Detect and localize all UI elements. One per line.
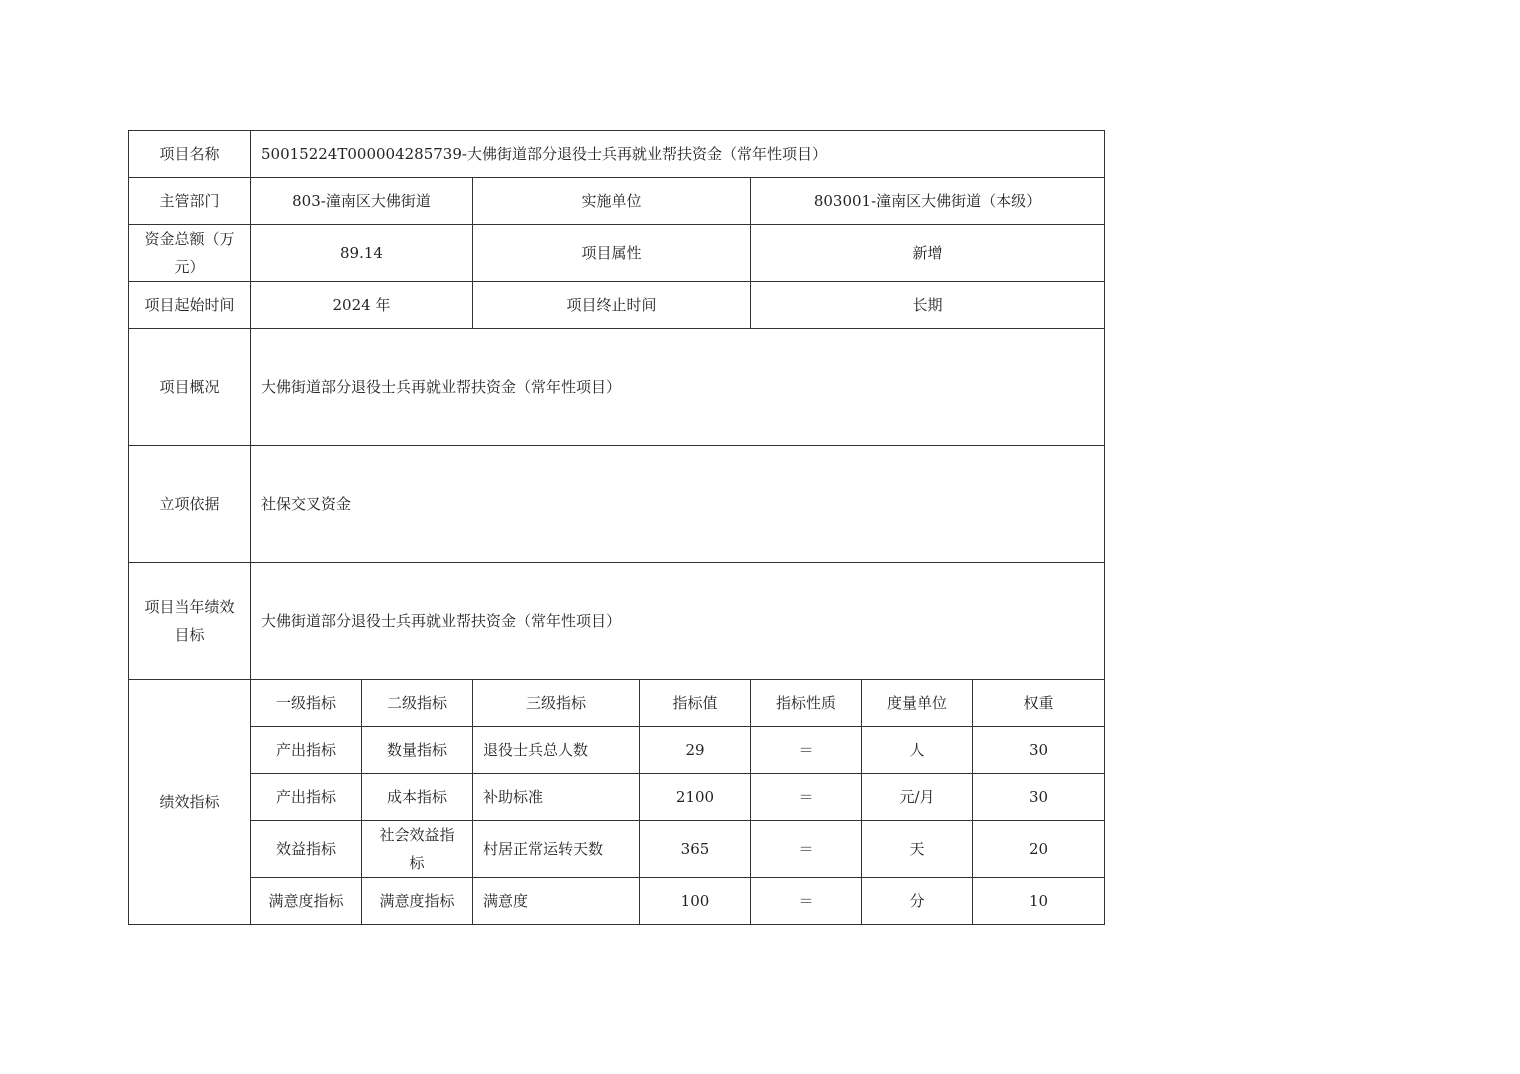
level3-cell: 补助标准 [473, 774, 640, 821]
level3-cell: 退役士兵总人数 [473, 727, 640, 774]
indicators-section-label: 绩效指标 [129, 680, 251, 925]
nature-cell: ＝ [751, 821, 862, 878]
attr-label: 项目属性 [473, 225, 751, 282]
value-cell: 2100 [640, 774, 751, 821]
level2-cell: 社会效益指标 [379, 826, 455, 872]
nature-cell: ＝ [751, 878, 862, 925]
nature-cell: ＝ [751, 774, 862, 821]
unit-cell: 元/月 [862, 774, 973, 821]
basis-value: 社保交叉资金 [251, 446, 1105, 563]
level1-cell: 产出指标 [251, 774, 362, 821]
header-level3: 三级指标 [473, 680, 640, 727]
weight-cell: 10 [973, 878, 1105, 925]
header-nature: 指标性质 [751, 680, 862, 727]
row-basis [129, 446, 1105, 563]
row-goal [129, 563, 1105, 680]
dept-label: 主管部门 [129, 178, 251, 225]
basis-label: 立项依据 [129, 446, 251, 563]
goal-value: 大佛街道部分退役士兵再就业帮扶资金（常年性项目） [251, 563, 1105, 680]
level2-cell: 满意度指标 [362, 878, 473, 925]
value-cell: 29 [640, 727, 751, 774]
unit-cell: 人 [862, 727, 973, 774]
dept-value: 803-潼南区大佛街道 [251, 178, 473, 225]
table-row [129, 878, 1105, 925]
level3-cell: 满意度 [473, 878, 640, 925]
goal-label: 项目当年绩效目标 [144, 598, 235, 644]
unit-cell: 天 [862, 821, 973, 878]
weight-cell: 30 [973, 727, 1105, 774]
fund-value: 89.14 [251, 225, 473, 282]
level1-cell: 效益指标 [251, 821, 362, 878]
level3-cell: 村居正常运转天数 [473, 821, 640, 878]
header-level1: 一级指标 [251, 680, 362, 727]
unit-value: 803001-潼南区大佛街道（本级） [751, 178, 1105, 225]
level2-cell: 成本指标 [362, 774, 473, 821]
row-department [129, 178, 1105, 225]
table-row [129, 727, 1105, 774]
header-unit: 度量单位 [862, 680, 973, 727]
table-row [129, 821, 1105, 878]
header-weight: 权重 [973, 680, 1105, 727]
indicator-header-row [129, 680, 1105, 727]
unit-cell: 分 [862, 878, 973, 925]
nature-cell: ＝ [751, 727, 862, 774]
unit-label: 实施单位 [473, 178, 751, 225]
goal-label-cell [129, 563, 251, 680]
project-name-value: 50015224T000004285739-大佛街道部分退役士兵再就业帮扶资金（常年性项目） [251, 131, 1105, 178]
header-level2: 二级指标 [362, 680, 473, 727]
level1-cell: 产出指标 [251, 727, 362, 774]
fund-label-cell [129, 225, 251, 282]
header-value: 指标值 [640, 680, 751, 727]
project-performance-table [128, 130, 1105, 925]
row-fund [129, 225, 1105, 282]
fund-label: 资金总额（万元） [144, 230, 235, 276]
end-label: 项目终止时间 [473, 282, 751, 329]
weight-cell: 20 [973, 821, 1105, 878]
row-period [129, 282, 1105, 329]
project-name-label: 项目名称 [129, 131, 251, 178]
start-label: 项目起始时间 [129, 282, 251, 329]
overview-label: 项目概况 [129, 329, 251, 446]
table-row [129, 774, 1105, 821]
attr-value: 新增 [751, 225, 1105, 282]
value-cell: 100 [640, 878, 751, 925]
weight-cell: 30 [973, 774, 1105, 821]
row-project-name [129, 131, 1105, 178]
level2-cell: 数量指标 [362, 727, 473, 774]
value-cell: 365 [640, 821, 751, 878]
overview-value: 大佛街道部分退役士兵再就业帮扶资金（常年性项目） [251, 329, 1105, 446]
start-value: 2024 年 [251, 282, 473, 329]
end-value: 长期 [751, 282, 1105, 329]
row-overview [129, 329, 1105, 446]
level2-cell-wrap [362, 821, 473, 878]
level1-cell: 满意度指标 [251, 878, 362, 925]
